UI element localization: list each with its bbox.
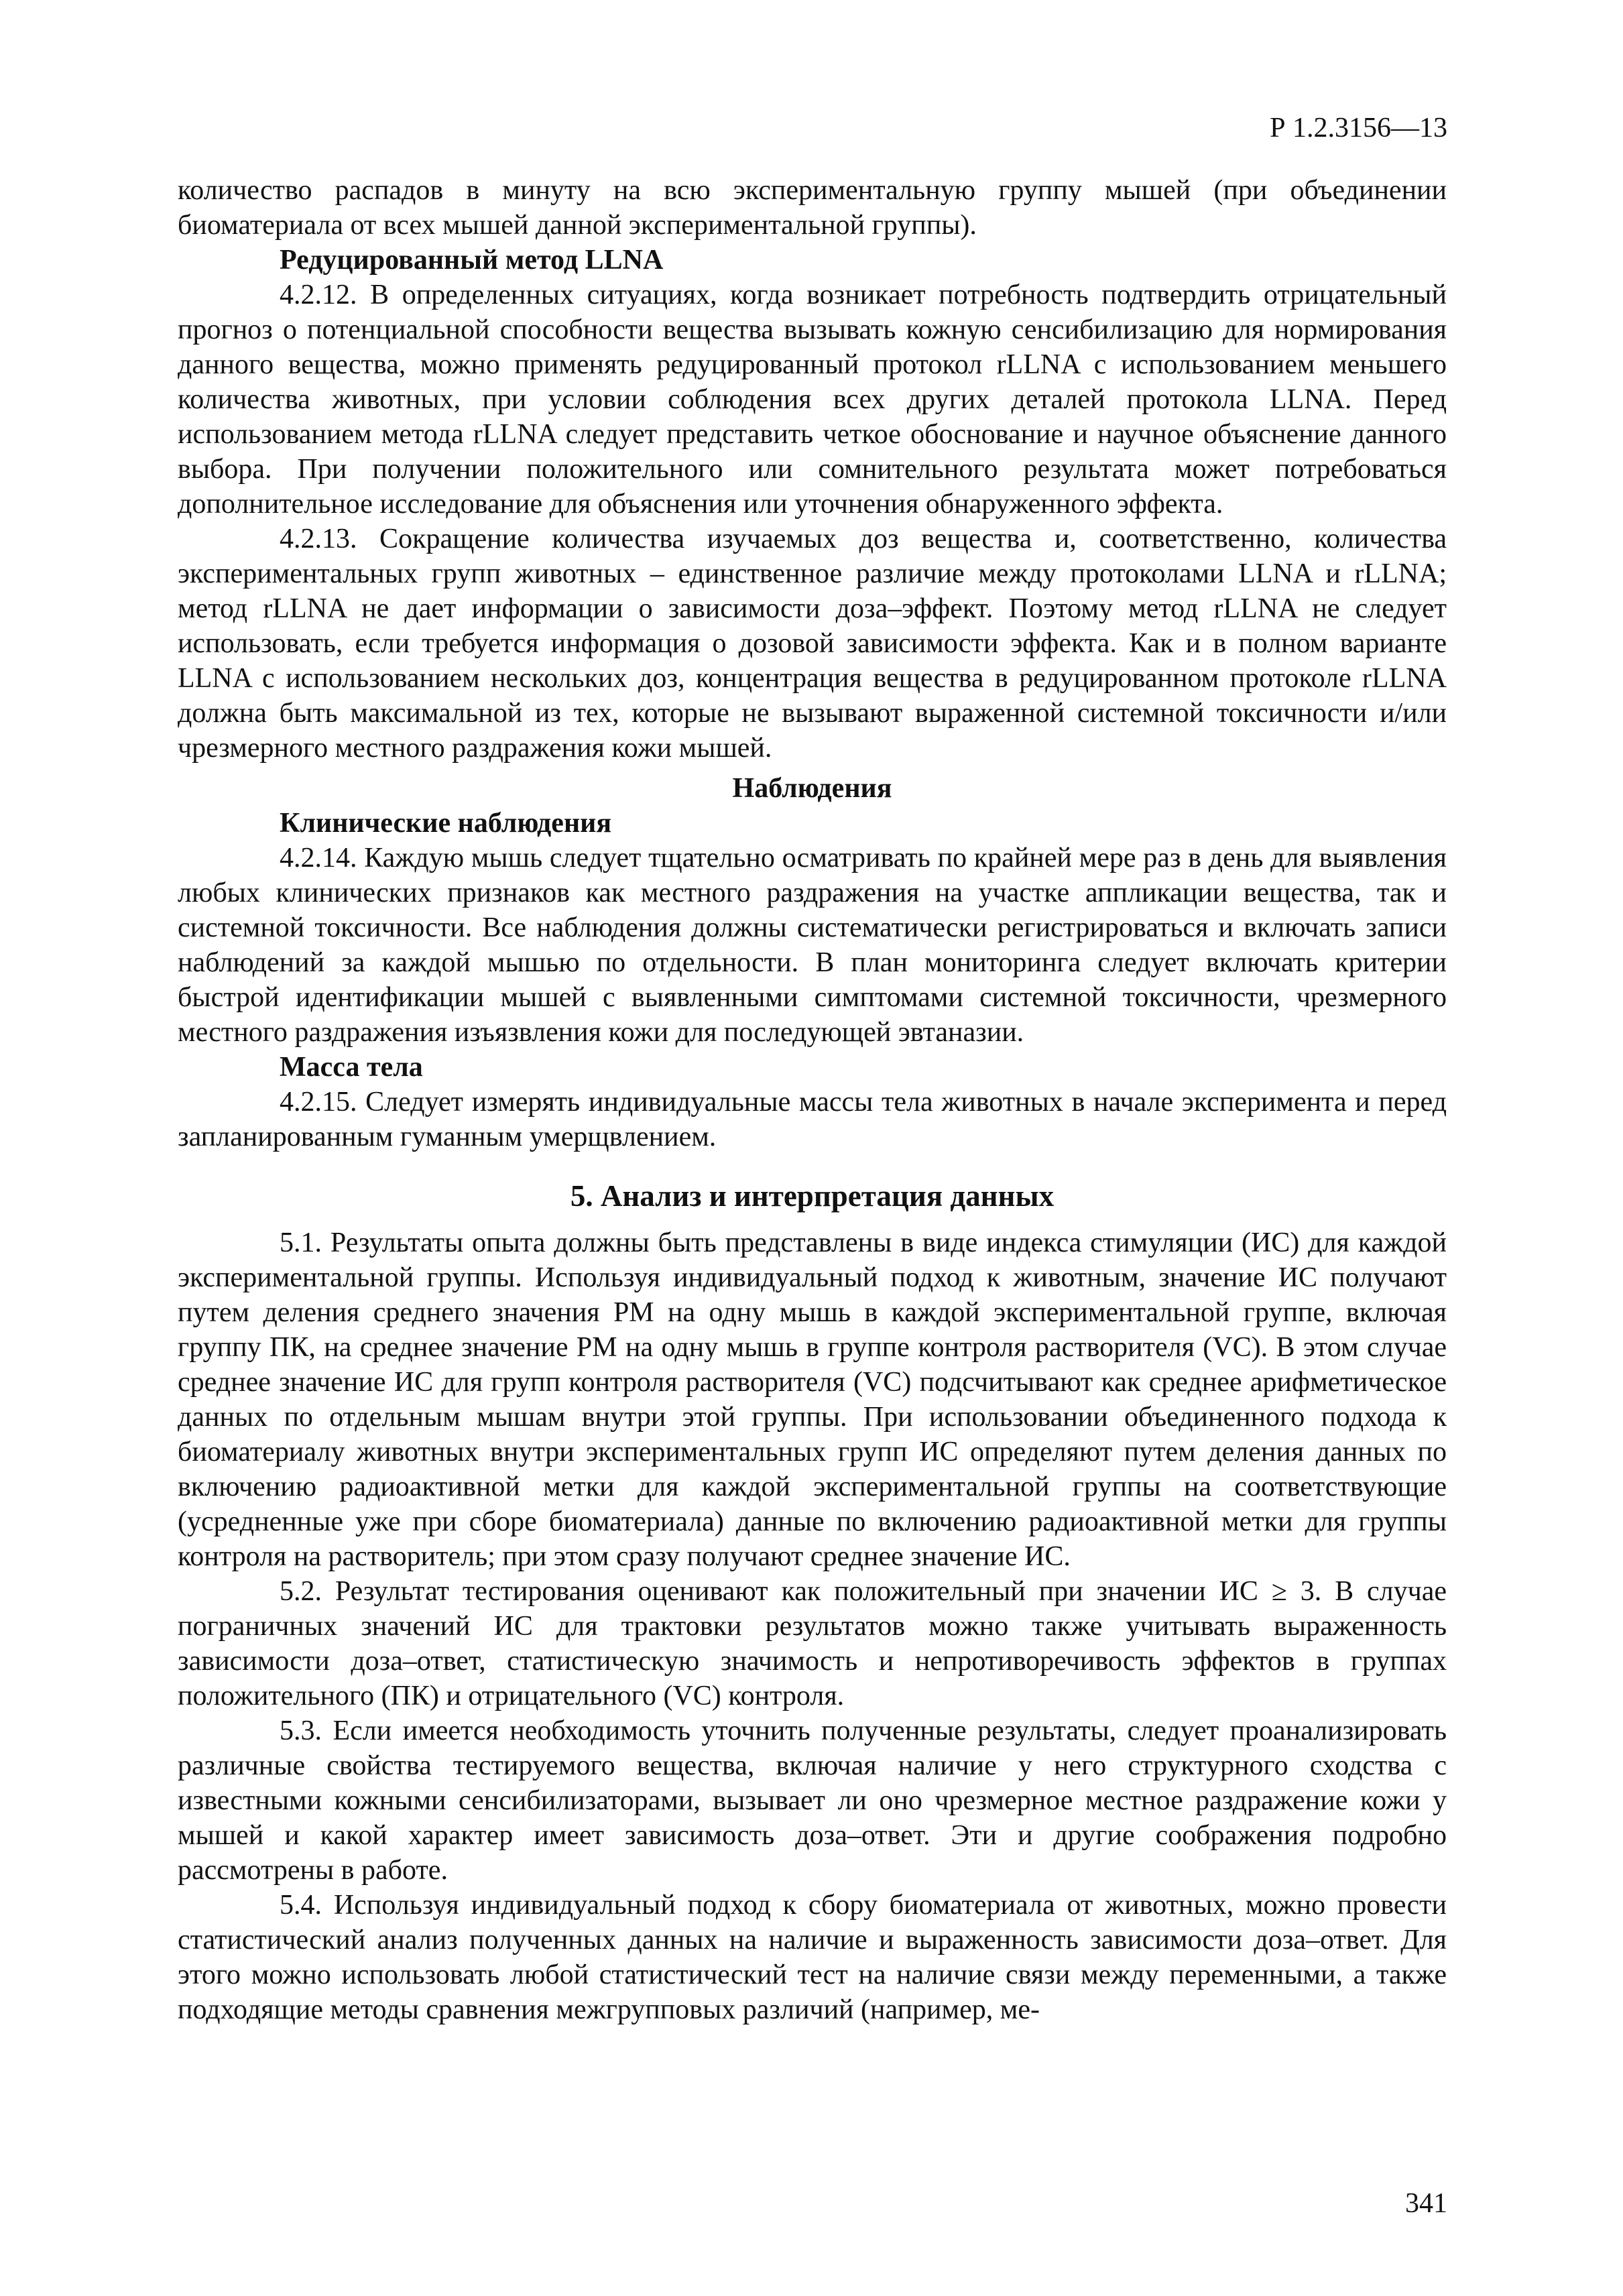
paragraph-4-2-14: 4.2.14. Каждую мышь следует тщательно осматривать по крайней мере раз в день для выявления любых клинических признаков как местного раздражения на участке аппликации вещества, так и системной токсичности. Все наблюдения должны систематически регистрироваться и включать записи наблюдений за каждой мышью по отдельности. В план мониторинга следует включать критерии быстрой идентификации мышей с выявленными симптомами системной токсичности, чрезмерного местного раздражения изъязвления кожи для последующей эвтаназии. [178,843,1447,1048]
subheading-reduced-method: Редуцированный метод LLNA [280,245,664,276]
document-code: Р 1.2.3156—13 [1270,113,1447,143]
paragraph-4-2-15: 4.2.15. Следует измерять индивидуальные массы тела животных в начале эксперимента и перед запланированным гуманным умерщвлением. [178,1087,1447,1152]
subheading-body-mass: Масса тела [280,1052,423,1083]
page-body [178,173,1447,2027]
paragraph-intro-continuation: количество распадов в минуту на всю экспериментальную группу мышей (при объединении биоматериала от всех мышей данной экспериментальной группы). [178,175,1447,241]
paragraph-5-4: 5.4. Используя индивидуальный подход к сбору биоматериала от животных, можно провести статистический анализ полученных данных на наличие и выраженность зависимости доза–ответ. Для этого можно использовать любой статистический тест на наличие связи между переменными, а также подходящие методы сравнения межгрупповых различий (например, ме- [178,1890,1447,2025]
paragraph-4-2-13: 4.2.13. Сокращение количества изучаемых доз вещества и, соответственно, количества экспериментальных групп животных – единственное различие между протоколами LLNA и rLLNA; метод rLLNA не дает информации о зависимости доза–эффект. Поэтому метод rLLNA не следует использовать, если требуется информация о дозовой зависимости эффекта. Как и в полном варианте LLNA с использованием нескольких доз, концентрация вещества в редуцированном протоколе rLLNA должна быть максимальной из тех, которые не вызывают выраженной системной токсичности и/или чрезмерного местного раздражения кожи мышей. [178,524,1447,764]
section-5-heading: 5. Анализ и интерпретация данных [570,1179,1055,1213]
paragraph-5-3: 5.3. Если имеется необходимость уточнить полученные результаты, следует проанализировать различные свойства тестируемого вещества, включая наличие у него структурного сходства с известными кожными сенсибилизаторами, вызывает ли оно чрезмерное местное раздражение кожи у мышей и какой характер имеет зависимость доза–ответ. Эти и другие соображения подробно рассмотрены в работе. [178,1715,1447,1886]
subheading-clinical-observations: Клинические наблюдения [280,808,612,839]
paragraph-5-1: 5.1. Результаты опыта должны быть представлены в виде индекса стимуляции (ИС) для каждой экспериментальной группы. Используя индивидуальный подход к животным, значение ИС получают путем деления среднего значения PM на одну мышь в каждой экспериментальной группе, включая группу ПК, на среднее значение PM на одну мышь в группе контроля растворителя (VC). В этом случае среднее значение ИС для групп контроля растворителя (VC) подсчитывают как среднее арифметическое данных по отдельным мышам внутри этой группы. При использовании объединенного подхода к биоматериалу животных внутри экспериментальных групп ИС определяют путем деления данных по включению радиоактивной метки для каждой экспериментальной группы на соответствующие (усредненные уже при сборе биоматериала) данные по включению радиоактивной метки для группы контроля на растворитель; при этом сразу получают среднее значение ИС. [178,1227,1447,1572]
heading-observations: Наблюдения [732,773,892,804]
page-number: 341 [1405,2188,1447,2219]
paragraph-5-2: 5.2. Результат тестирования оценивают как положительный при значении ИС ≥ 3. В случае пограничных значений ИС для трактовки результатов можно также учитывать выраженность зависимости доза–ответ, статистическую значимость и непротиворечивость эффектов в группах положительного (ПК) и отрицательного (VC) контроля. [178,1576,1447,1711]
paragraph-4-2-12: 4.2.12. В определенных ситуациях, когда возникает потребность подтвердить отрицательный прогноз о потенциальной способности вещества вызывать кожную сенсибилизацию для нормирования данного вещества, можно применять редуцированный протокол rLLNA с использованием меньшего количества животных, при условии соблюдения всех других деталей протокола LLNA. Перед использованием метода rLLNA следует представить четкое обоснование и научное объяснение данного выбора. При получении положительного или сомнительного результата может потребоваться дополнительное исследование для объяснения или уточнения обнаруженного эффекта. [178,280,1447,520]
